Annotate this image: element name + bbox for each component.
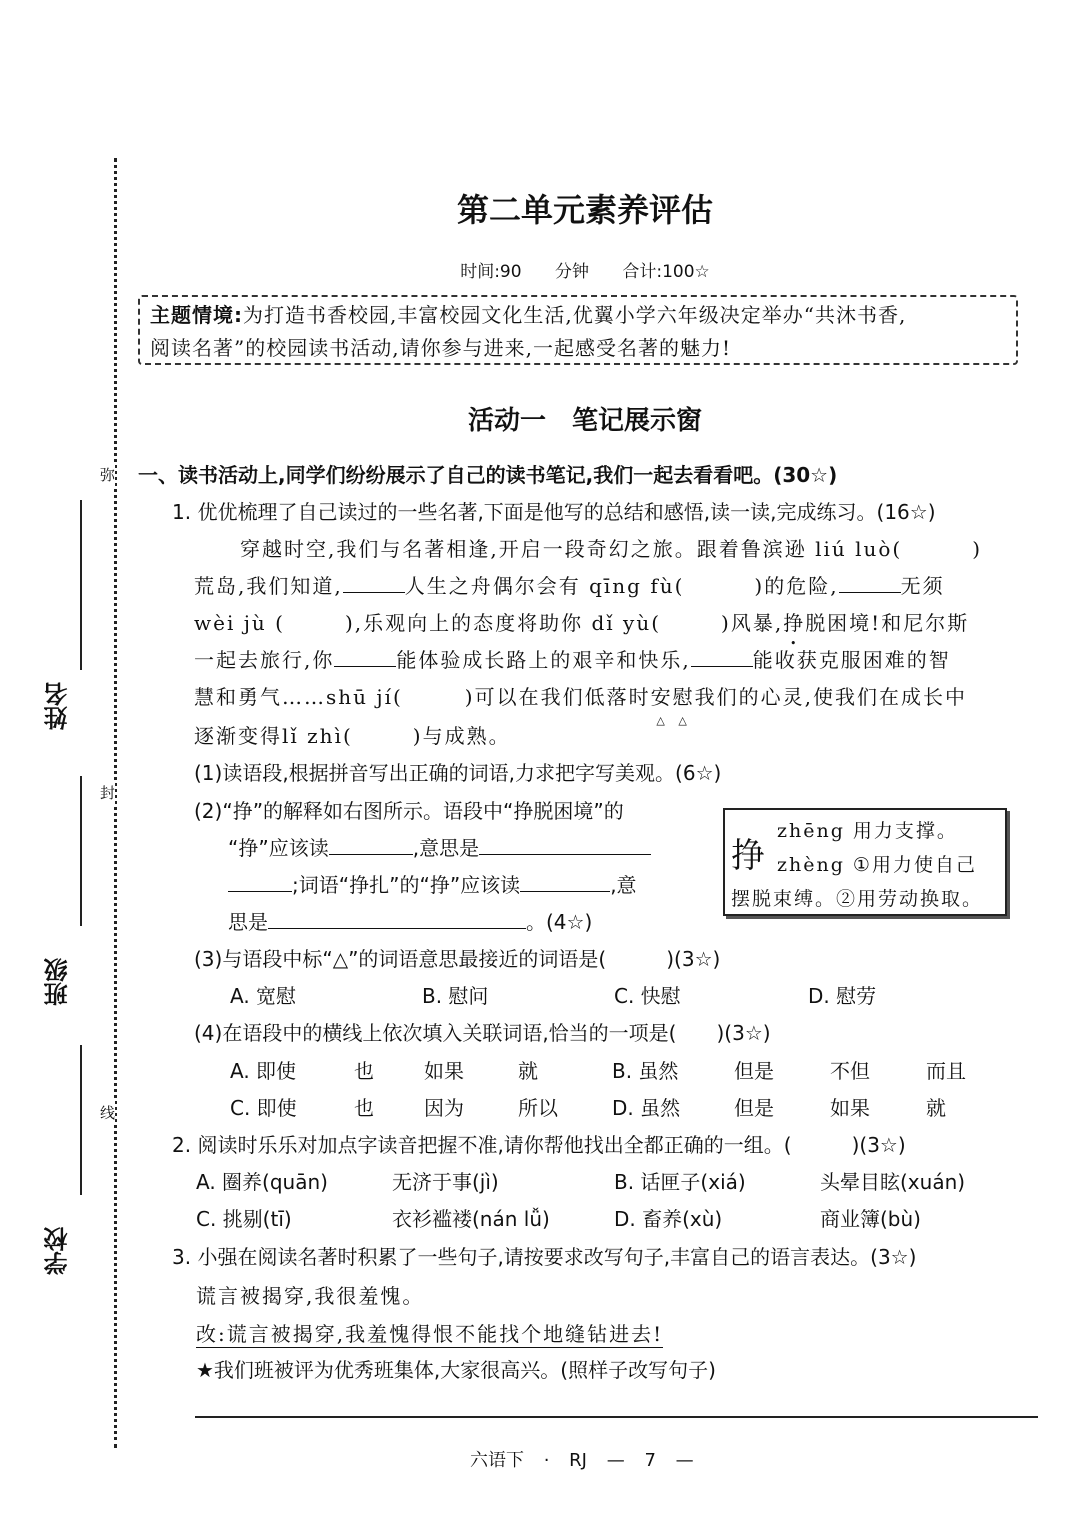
q1-sub2-line-3 <box>228 869 637 898</box>
q2-c-word1: C. 挑剔(tī) <box>196 1207 292 1231</box>
q1-stem: 1. 优优梳理了自己读过的一些名著,下面是他写的总结和感悟,读一读,完成练习。(16☆) <box>172 500 936 524</box>
fill-blank-meaning-1-cont[interactable] <box>228 873 292 892</box>
fill-blank-2[interactable] <box>839 574 901 593</box>
q2-option-c[interactable] <box>196 1203 550 1232</box>
passage-line-4 <box>194 644 951 673</box>
binding-char-xian: 线 <box>100 1100 115 1125</box>
passage-2c: )的危险, <box>754 574 839 598</box>
q1-sub3: (3)与语段中标“△”的词语意思最接近的词语是( )(3☆) <box>194 947 721 971</box>
passage-3d: 脱困境!和尼尔斯 <box>805 611 970 635</box>
q1-sub3-option-b[interactable]: B. 慰问 <box>422 984 489 1008</box>
fill-blank-4[interactable] <box>691 648 753 667</box>
passage-line-3 <box>194 607 969 636</box>
passage-6a: 逐渐变得lǐ zhì( <box>194 724 353 748</box>
name-field[interactable] <box>40 500 100 730</box>
opt-word: A. 即使 <box>230 1059 297 1083</box>
q2-option-b[interactable] <box>614 1166 966 1195</box>
opt-word: 而且 <box>926 1059 966 1083</box>
q2-stem: 2. 阅读时乐乐对加点字读音把握不准,请你帮他找出全都正确的一组。( )(3☆) <box>172 1133 906 1157</box>
q1-sub3-option-d[interactable]: D. 慰劳 <box>808 984 877 1008</box>
q2-b-word2: 头晕目眩(xuán) <box>820 1170 966 1194</box>
q3-example-rewrite: 改:谎言被揭穿,我羞愧得恨不能找个地缝钻进去! <box>196 1318 663 1348</box>
q2-d-word1: D. 畜养(xù) <box>614 1207 723 1231</box>
q2-c-word2: 衣衫褴褛(nán lǚ) <box>392 1207 550 1231</box>
time-info: 时间:90 分钟 <box>460 262 589 282</box>
passage-line-2 <box>194 570 945 599</box>
dict-line-1: zhēng 用力支撑。 <box>777 820 958 842</box>
fill-blank-1[interactable] <box>343 574 405 593</box>
paren-close: ) <box>972 537 983 561</box>
fill-blank-reading-1[interactable] <box>329 836 413 855</box>
opt-word: 就 <box>518 1059 538 1083</box>
opt-word: 但是 <box>734 1096 774 1120</box>
q1-sub4-option-b[interactable] <box>612 1055 966 1084</box>
passage-3b: ),乐观向上的态度将助你 dǐ yù( <box>344 611 662 635</box>
q2-option-d[interactable] <box>614 1203 921 1232</box>
theme-line-1: 为打造书香校园,丰富校园文化生活,优翼小学六年级决定举办“共沐书香, <box>243 303 907 327</box>
opt-word: 不但 <box>830 1059 870 1083</box>
opt-word: 就 <box>926 1096 946 1120</box>
q2-b-word1: B. 话匣子(xiá) <box>614 1170 746 1194</box>
q1-sub4-option-a[interactable] <box>230 1055 538 1084</box>
activity-heading: 活动一 笔记展示窗 <box>467 406 702 436</box>
q1-sub4: (4)在语段中的横线上依次填入关联词语,恰当的一项是( )(3☆) <box>194 1021 771 1045</box>
page-footer <box>470 1446 694 1472</box>
dict-line-3: 摆脱束缚。②用劳动换取。 <box>731 888 984 910</box>
q2-a-word2: 无济于事(jì) <box>392 1170 499 1194</box>
sub2-text-d: ;词语“挣扎”的“挣”应该读 <box>292 873 521 897</box>
page-title: 第二单元素养评估 <box>456 191 713 229</box>
q2-a-word1: A. 圈养(quān) <box>196 1170 328 1194</box>
opt-word: D. 虽然 <box>612 1096 681 1120</box>
q1-sub3-option-a[interactable]: A. 宽慰 <box>230 984 297 1008</box>
school-label: 学校 <box>44 1227 72 1275</box>
passage-5c: 我们的心灵,使我们在成长中 <box>694 685 967 709</box>
q3-task: ★我们班被评为优秀班集体,大家很高兴。(照样子改写句子) <box>196 1358 716 1382</box>
opt-word: 因为 <box>424 1096 464 1120</box>
q1-sub1: (1)读语段,根据拼音写出正确的词语,力求把字写美观。(6☆) <box>194 761 722 785</box>
q1-sub2-line-4 <box>228 906 592 935</box>
opt-word: 也 <box>354 1059 374 1083</box>
sub2-text-b: “挣”应该读 <box>228 836 329 860</box>
fill-blank-reading-2[interactable] <box>520 873 610 892</box>
q1-sub2-line-1: (2)“挣”的解释如右图所示。语段中“挣脱困境”的 <box>194 799 624 823</box>
dotted-char-zheng: 挣 <box>783 611 806 635</box>
exam-meta <box>0 257 1080 282</box>
sub2-text-g: 。(4☆) <box>526 910 593 934</box>
q3-stem: 3. 小强在阅读名著时积累了一些句子,请按要求改写句子,丰富自己的语言表达。(3☆) <box>172 1245 917 1269</box>
opt-word: 如果 <box>830 1096 870 1120</box>
theme-line-2: 阅读名著”的校园读书活动,请你参与进来,一起感受名著的魅力! <box>150 336 731 360</box>
q3-example: 谎言被揭穿,我很羞愧。 <box>196 1284 425 1308</box>
total-info: 合计:100☆ <box>622 262 710 282</box>
passage-2d: 无须 <box>900 574 945 598</box>
passage-5b: )可以在我们低落时 <box>464 685 651 709</box>
passage-5a: 慧和勇气……shū jí( <box>194 685 403 709</box>
passage-2a: 荒岛,我们知道, <box>194 574 343 598</box>
passage-2b: 人生之舟偶尔会有 qīng fù( <box>404 574 685 598</box>
school-field[interactable] <box>40 1045 100 1275</box>
opt-word: 所以 <box>518 1096 558 1120</box>
opt-word: C. 即使 <box>230 1096 297 1120</box>
opt-word: 如果 <box>424 1059 464 1083</box>
opt-word: 但是 <box>734 1059 774 1083</box>
class-line <box>80 776 82 926</box>
binding-char-mi: 弥 <box>100 462 115 487</box>
sub2-text-e: ,意 <box>610 873 637 897</box>
passage-4c: 能收获克服困难的智 <box>752 648 951 672</box>
passage-3c: )风暴, <box>721 611 784 635</box>
sub2-text-f: 思是 <box>228 910 268 934</box>
q1-sub4-option-d[interactable] <box>612 1092 946 1121</box>
theme-label: 主题情境: <box>150 303 243 327</box>
passage-line-5 <box>194 681 967 710</box>
name-label: 姓名 <box>44 682 72 730</box>
passage-4b: 能体验成长路上的艰辛和快乐, <box>396 648 691 672</box>
answer-line[interactable] <box>195 1416 1038 1418</box>
section-1-heading: 一、读书活动上,同学们纷纷展示了自己的读书笔记,我们一起去看看吧。(30☆) <box>138 463 838 487</box>
passage-line-6 <box>194 720 511 749</box>
q1-sub3-option-c[interactable]: C. 快慰 <box>614 984 681 1008</box>
school-line <box>80 1045 82 1195</box>
opt-word: 也 <box>354 1096 374 1120</box>
passage-6b: )与成熟。 <box>412 724 511 748</box>
dict-line-2: zhèng ①用力使自己 <box>777 854 977 876</box>
book-code: 六语下 · RJ <box>470 1450 587 1471</box>
q1-sub4-option-c[interactable] <box>230 1092 558 1121</box>
q1-sub2-line-2 <box>228 832 651 861</box>
dictionary-entry-box <box>723 808 1007 916</box>
passage-line-1 <box>240 533 982 562</box>
sub2-text-c: ,意思是 <box>412 836 480 860</box>
page-number: — 7 — <box>606 1450 694 1471</box>
q2-d-word2: 商业簿(bù) <box>820 1207 921 1231</box>
passage-4a: 一起去旅行,你 <box>194 648 335 672</box>
triangle-char-wei: 慰 △ <box>673 685 695 709</box>
fill-blank-meaning-1[interactable] <box>479 836 651 855</box>
fill-blank-3[interactable] <box>334 648 396 667</box>
class-field[interactable] <box>40 776 100 1006</box>
opt-word: B. 虽然 <box>612 1059 679 1083</box>
fill-blank-meaning-2[interactable] <box>268 910 526 929</box>
q2-option-a[interactable] <box>196 1166 499 1195</box>
passage-1-text: 穿越时空,我们与名著相逢,开启一段奇幻之旅。跟着鲁滨逊 liú luò( <box>240 537 903 561</box>
theme-box <box>138 295 1018 365</box>
passage-3a: wèi jù ( <box>194 611 285 635</box>
triangle-char-an: 安 △ <box>651 685 673 709</box>
class-label: 班级 <box>44 958 72 1006</box>
binding-char-feng: 封 <box>100 780 115 805</box>
dict-char: 挣 <box>731 836 765 876</box>
name-line <box>80 500 82 670</box>
